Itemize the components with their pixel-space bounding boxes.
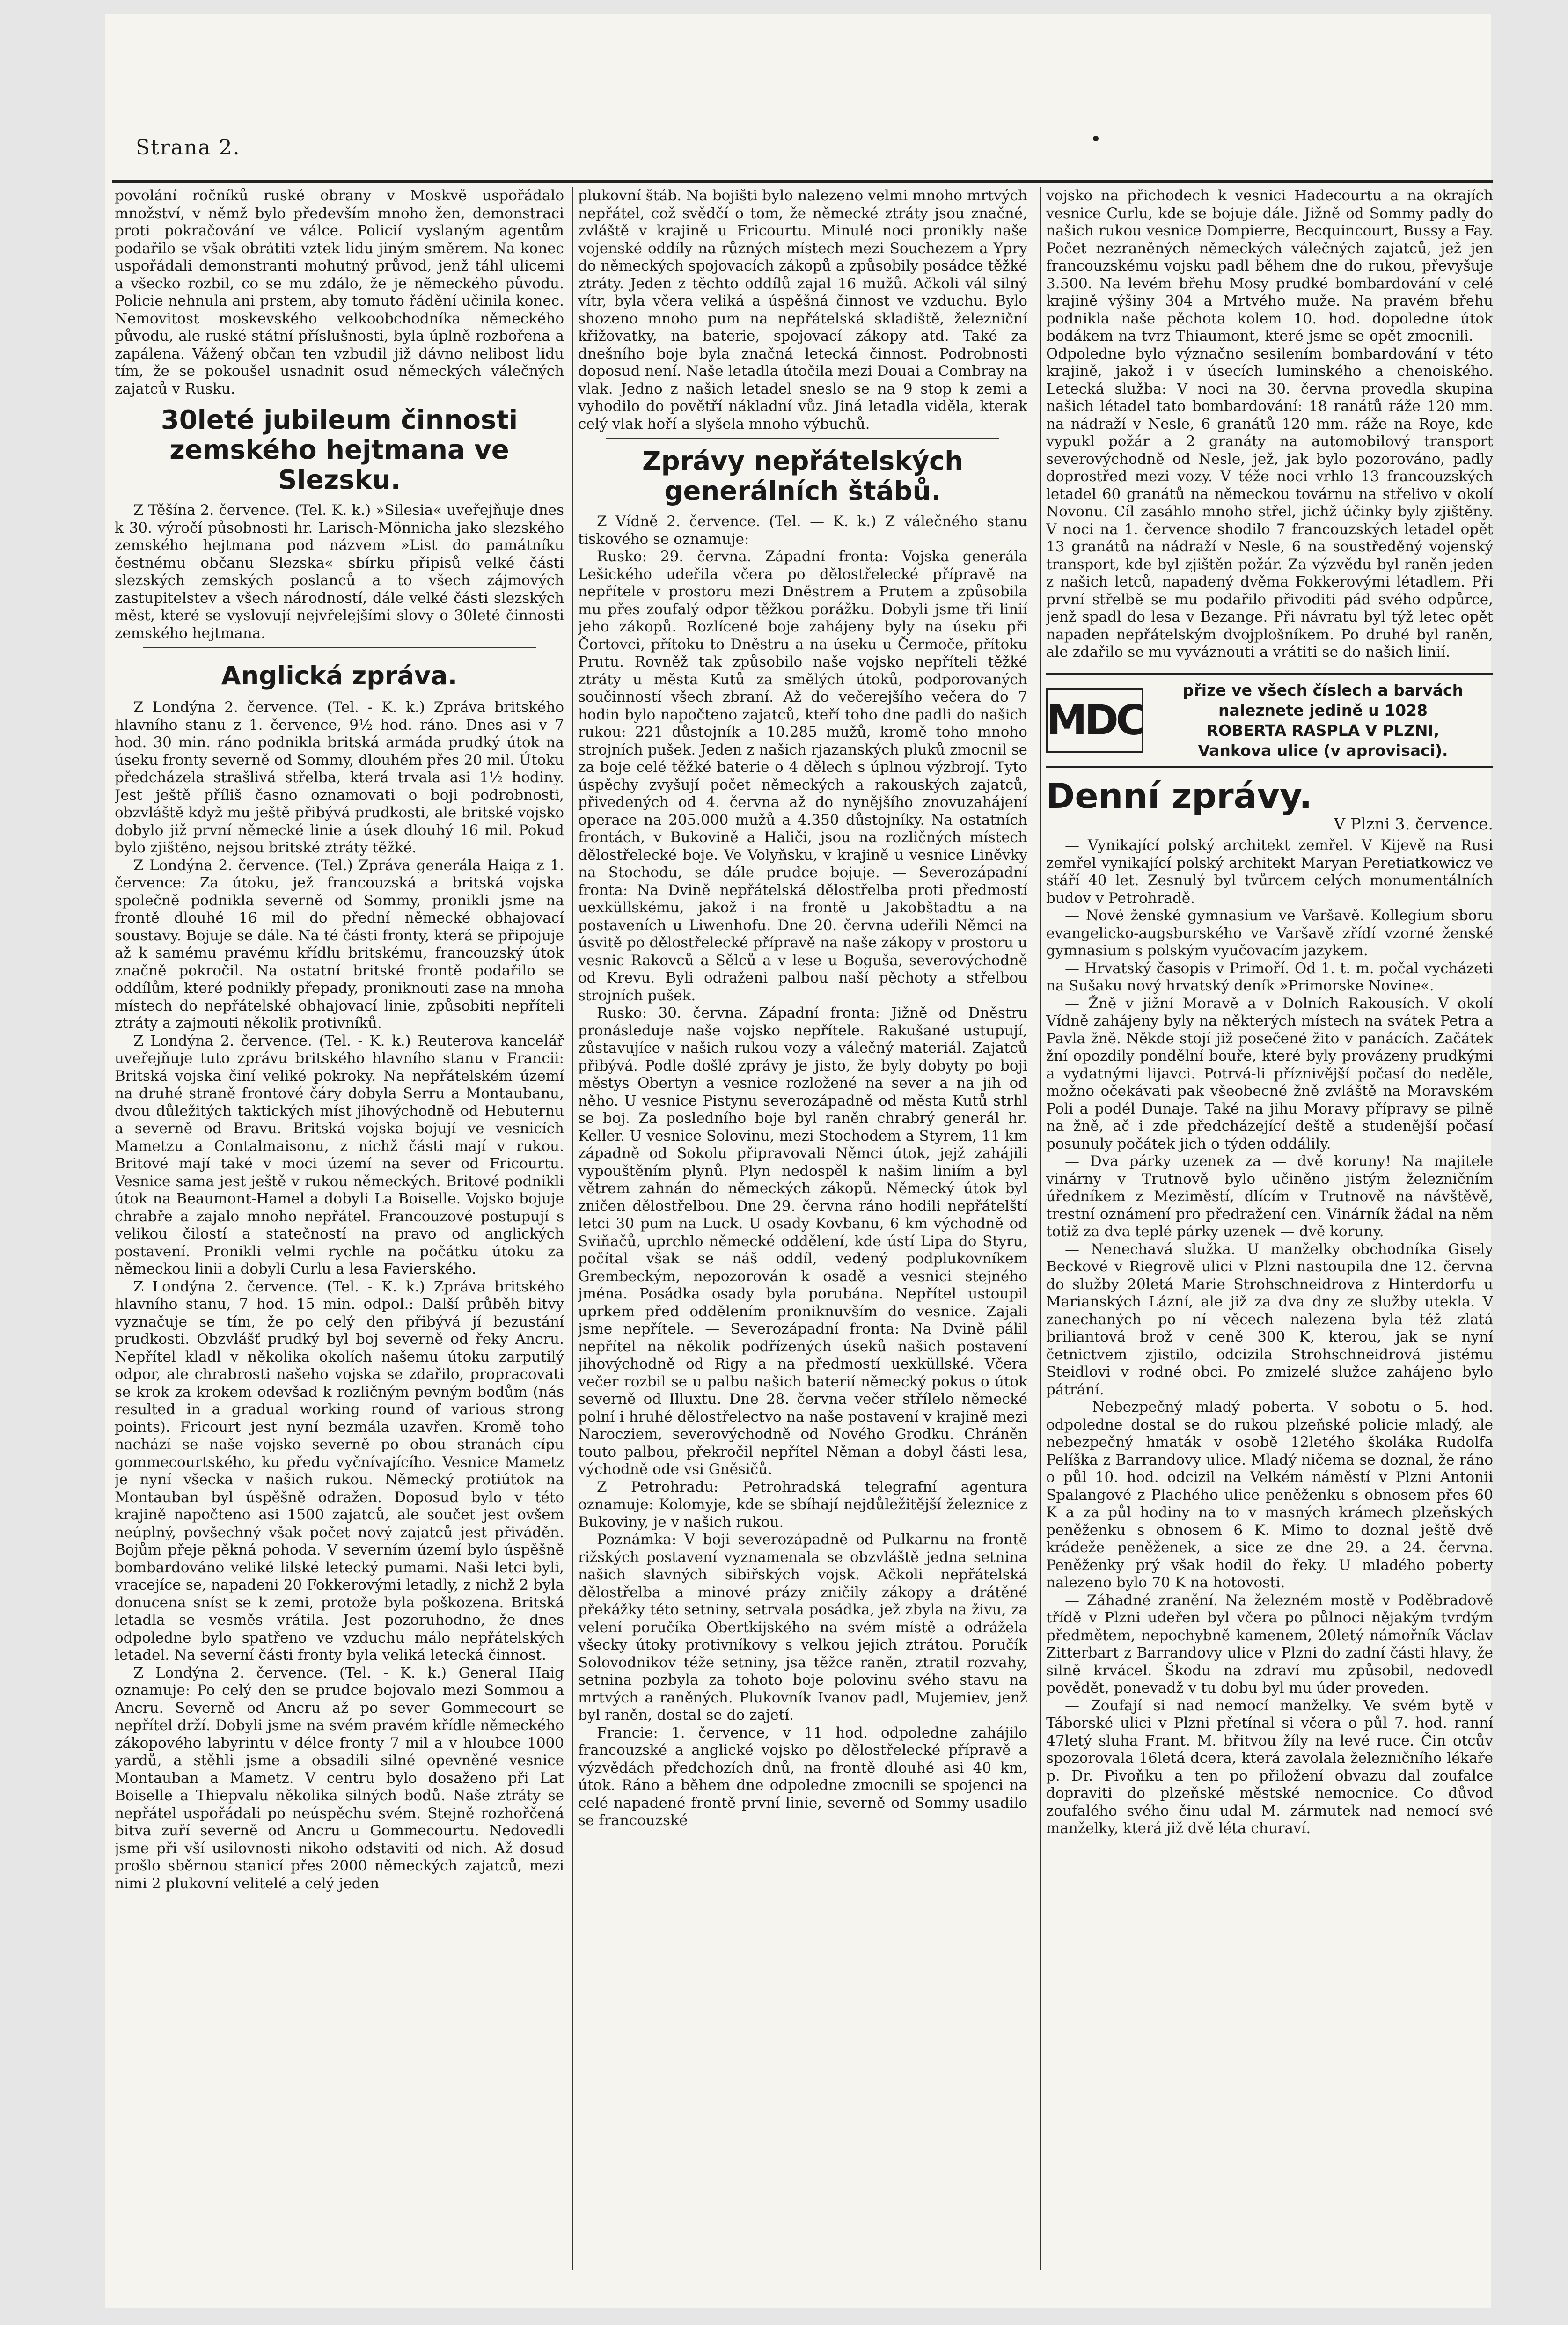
- header-rule: [112, 180, 1493, 183]
- article-text: povolání ročníků ruské obrany v Moskvě uspořádalo množství, v němž bylo především mnoho žen, demonstraci proti pokračování ve válce. Policií vyslaným agentům podařilo se však obrátiti vztek lidu jiným směrem. Na konec uspořádali demonstranti mohutný průvod, jenž táhl ulicemi a všecko rozbil, co se mu zdálo, že je německého původu. Policie nehnula ani prstem, aby tomuto řádění učinila konec. Nemovitost moskevského velkoobchodníka německého původu, ale ruské státní příslušnosti, byla úplně rozbořena a zapálena. Vážený občan ten vzbudil již dávno nelibost lidu tím, že se pokoušel usnadnit osud německých válečných zajatců v Rusku.: [115, 187, 564, 397]
- section-title-denni-zpravy: Denní zprávy.: [1046, 776, 1312, 816]
- headline-anglicka-zprava: Anglická zpráva.: [221, 661, 458, 690]
- article-divider: [606, 438, 999, 439]
- article-text: Francie: 1. července, v 11 hod. odpoledne zahájilo francouzské a anglické vojsko po dělostřelecké přípravě a výzvědách předchozích dnů, na frontě dlouhé asi 40 km, útok. Ráno a během dne odpoledne zmocnili se spojenci na celé napadené frontě první linie, severně od Sommy usadilo se francouzské: [578, 1724, 1027, 1829]
- article-text: Rusko: 29. června. Západní fronta: Vojska generála Lešického udeřila včera po dělostřelecké přípravě na nepřítele v prostoru mezi Dněstrem a Prutem a způsobila mu přes zoufalý odpor těžkou porážku. Dobyli jsme tři linií jeho zákopů. Rozlícené boje zahájeny byly na úseku při Čortovci, přítoku to Dněstru a na úseku u Čermoče, přítoku Prutu. Rovněž tak způsobilo naše vojsko nepříteli těžké ztráty u města Kutů za smělých útoků, podporovaných součinností všech zbraní. Až do večerejšího večera do 7 hodin bylo napočteno zajatců, kteří toho dne padli do našich rukou: 221 důstojník a 10.285 mužů, kromě toho mnoho strojních pušek. Jeden z našich rjazanských pluků zmocnil se za boje celé těžké baterie o 4 dělech s úplnou výzbrojí. Tyto úspěchy zvyšují počet německých a rakouských zajatců, přivedených od 4. června až do nynějšího znovuzahájení operace na 205.000 mužů a 4.350 důstojníky. Na ostatních frontách, v Bukovině a Haliči, jsou na rozličných místech dělostřelecké boje. Ve Volyňsku, v krajině u vesnice Liněvky na Stochodu, se dále prudce bojuje. — Severozápadní fronta: Na Dvině nepřátelská dělostřelba proti předmostí uexküllskému, jakož i na frontě u Jakobštadtu a na postaveních u Liwenhofu. Dne 20. června udeřili Němci na úsvitě po dělostřelecké přípravě na naše zákopy v prostoru u vesnic Rakovců a Sělců a v lese u Boguša, severovýchodně od Krevu. Byli odraženi palbou naší pěchoty a střelbou strojních pušek.: [578, 548, 1027, 1004]
- ad-line: přize ve všech číslech a barvách: [1182, 681, 1464, 699]
- article-text: Z Petrohradu: Petrohradská telegrafní agentura oznamuje: Kolomyje, kde se sbíhají nejdůležitější železnice z Bukoviny, je v našich rukou.: [578, 1478, 1027, 1531]
- article-text: Z Londýna 2. července. (Tel. - K. k.) General Haig oznamuje: Po celý den se prudce bojovalo mezi Sommou a Ancru. Severně od Ancru až po sever Gommecourt se nepřítel drží. Dobyli jsme na svém pravém křídle německého zákopového labyrintu v délce fronty 7 mil a v hloubce 1000 yardů, a stěhli jsme a obsadili silné opevněné vesnice Montauban a Mametz. V centru bylo dosaženo při Lat Boiselle a Thiepvalu několika silných bodů. Naše ztráty se nepřátel uspořádali po neúspěchu svém. Stejně rozhořčená bitva zuří severně od Ancru u Gommecourtu. Nedovedli jsme při vší usilovnosti nikoho odstaviti od nich. Až dosud prošlo sběrnou stanicí přes 2000 německých zajatců, mezi nimi 2 plukovní velitelé a celý jeden: [115, 1664, 564, 1892]
- news-item: — Nenechavá služka. U manželky obchodníka Gisely Beckové v Riegrově ulici v Plzni nastoupila dne 12. června do služby 20letá Marie Strohschneidrova z Hinterdorfu u Marianských Lázní, ale již za dva dny ze služby utekla. V zanechaných po ní věcech nalezena byla též zlatá briliantová brož v ceně 300 K, kterou, jak se nyní četnictvem zjistilo, odcizila Strohschneidrová jistému Steidlovi v rodné obci. Po zmizelé služce zahájeno bylo pátrání.: [1046, 1240, 1493, 1398]
- article-text: Z Londýna 2. července. (Tel.) Zpráva generála Haiga z 1. července: Za útoku, jež francouzská a britská vojska společně podnikla severně od Sommy, pronikli jsme na frontě dlouhé 16 mil do přední německé obhajovací soustavy. Bojuje se dále. Na té části fronty, která se připojuje až k samému pravému křídlu britskému, francouzský útok značně pokročil. Na ostatní britské frontě podařilo se oddílům, které podnikly přepady, proniknouti zase na mnoha místech do nepřátelské obhajovací linie, způsobiti nepříteli ztráty a zajmouti několik protivníků.: [115, 857, 564, 1032]
- article-text: Z Londýna 2. července. (Tel. - K. k.) Zpráva britského hlavního stanu z 1. července, 9½ hod. ráno. Dnes asi v 7 hod. 30 min. ráno podnikla britská armáda prudký útok na úseku fronty severně od Sommy, dlouhém přes 20 mil. Útoku předcházela strašlivá střelba, která trvala asi 1½ hodiny. Jest ještě příliš časno oznamovati o boji podrobnosti, obzvláště když mu ještě přibývá prudkosti, ale britské vojsko dobylo již první německé linie a úsek dlouhý 16 mil. Pokud bylo zjištěno, nejsou britské ztráty těžké.: [115, 699, 564, 856]
- article-text: Poznámka: V boji severozápadně od Pulkarnu na frontě rižských postavení vyznamenala se obzvláště jedna setnina našich slavných sibiřských vojsk. Ačkoli nepřátelská dělostřelba a minové prázy zničily zákopy a drátěné překážky této setniny, setrvala posádka, jež zbyla na živu, za velení poručíka Obertkijského na svém místě a odrážela všecky útoky protivníkovy s velkou jejich ztrátou. Poručík Solovodnikov téže setniny, jsa těžce raněn, ztratil rozvahy, setnina pozbyla za tohoto boje polovinu svého stavu na mrtvých a raněných. Plukovník Ivanov padl, Mujemiev, jenž byl raněn, dostal se do zajetí.: [578, 1531, 1027, 1724]
- ad-text: [1143, 680, 1493, 761]
- column-divider: [1040, 187, 1041, 2270]
- news-item: — Zoufají si nad nemocí manželky. Ve svém bytě v Táborské ulici v Plzni přetínal si včera o půl 7. hod. ranní 47letý sluha Frant. M. břitvou žíly na levé ruce. Čin otcův spozorovala 16letá dcera, která zavolala železničního lékaře p. Dr. Pivoňku a ten po přiložení obvazu dal zoufalce dopraviti do plzeňské městské nemocnice. Co důvod zoufalého svého činu udal M. zármutek nad nemocí své manželky, která již dvě léta churaví.: [1046, 1697, 1493, 1837]
- advertisement-raspl: [1046, 673, 1493, 768]
- article-text: vojsko na přichodech k vesnici Hadecourtu a na okrajích vesnice Curlu, kde se bojuje dále. Jižně od Sommy padly do našich rukou vesnice Dompierre, Becquincourt, Bussy a Fay. Počet nezraněných německých válečných zajatců, jež jen francouzskému vojsku padl během dne do rukou, převyšuje 3.500. Na levém břehu Mosy prudké bombardování v celé krajině výšiny 304 a Mrtvého muže. Na pravém břehu podnikla naše pěchota kolem 10. hod. dopoledne útok bodákem na tvrz Thiaumont, které jsme se opět zmocnili. — Odpoledne bylo význačno sesilením bombardování v této krajině, jakož i v úsecích luminského a chenoiského. Letecká služba: V noci na 30. června provedla skupina našich létadel tato bombardování: 18 ranátů ráže 120 mm. na nádraží v Nesle, 6 granátů 120 mm. ráže na Roye, kde vypukl požár a 2 granáty na automobilový transport severovýchodně od Nesle, jež, jak bylo pozorováno, padly doprostřed mezi vozy. V téže noci vrhlo 13 francouzských letadel 60 granátů na německou továrnu na střelivo v okolí Novonu. Cíl zasáhlo mnoho střel, jichž účinky byly zjištěny. V noci na 1. července shodilo 7 francouzských letadel opět 13 granátů na nádraží v Nesle, 6 na soustředěný vojenský transport, kde byl zjištěn požár. Za výzvědu byl raněn jeden z našich letců, napadený dvěma Fokkerovými létadlem. Při první střelbě se mu podařilo přivoditi pád svého odpůrce, jenž spadl do lesa v Bezange. Při návratu byl týž letec opět napaden nepřátelským dvojplošníkem. Po druhé byl raněn, ale zdařilo se mu vyváznouti a vrátiti se do našich linií.: [1046, 187, 1493, 660]
- dateline: V Plzni 3. července.: [1334, 814, 1493, 834]
- column-1: [115, 187, 564, 2275]
- column-3: [1046, 187, 1493, 2275]
- ad-line: Vankova ulice (v aprovisaci).: [1198, 741, 1448, 760]
- article-text: Rusko: 30. června. Západní fronta: Jižně od Dněstru pronásleduje naše vojsko nepřítele. Rakušané ustupují, zůstavujíce v našich rukou vozy a válečný materiál. Zajatců přibývá. Podle došlé zprávy je jisto, že byly dobyty po boji městys Obertyn a vesnice rozložené na sever a na jih od něho. U vesnice Pistynu severozápadně od města Kutů strhl se boj. Za posledního boje byl raněn chrabrý generál hr. Keller. U vesnice Solovinu, mezi Stochodem a Styrem, 11 km západně od Sokolu připravovali Němci útok, jejž zahájili vypouštěním plynů. Plyn nedospěl k našim liniím a byl větrem zahnán do německých zákopů. Německý útok byl zničen dělostřelbou. Dne 29. června ráno hodili nepřátelští letci 30 pum na Luck. U osady Kovbanu, 6 km východně od Sviňačů, uprchlo německé oddělení, kde ústí Lipa do Styru, počítal však se náš oddíl, vedený podplukovníkem Grembeckým, nepozorován k osadě a vesnici stejného jména. Posádka osady byla porubána. Nepřítel ustoupil uprkem před oddělením proniknuvším do vesnice. Zajali jsme nepřítele. — Severozápadní fronta: Na Dvině pálil nepřítel na několik podřízených úseků našich postavení jihovýchodně od Rigy a na předmostí uexküllské. Včera večer rozbil se u palbu našich baterií německý pokus o útok severně od Illuxtu. Dne 28. června večer střílelo německé polní i hruhé dělostřelectvo na naše postavení v krajině mezi Narocziem, severovýchodně od Nového Grodku. Chráněn touto palbou, překročil nepřítel Něman a dobyl části lesa, východně ode vsi Gněsičů.: [578, 1005, 1027, 1478]
- news-item: — Žně v jižní Moravě a v Dolních Rakousích. V okolí Vídně zahájeny byly na některých místech na svátek Petra a Pavla žně. Někde stojí již posečené žito v panácích. Začátek žní opozdily pondělní bouře, které byly provázeny prudkými a vydatnými lijavci. Potrvá-li příznivější počasí do neděle, možno očekávati pak všeobecné žně zvláště na Moravském Poli a podél Dunaje. Také na jihu Moravy přípravy se pilně na žně, ač i zde předcházející deště a studenější počasí posunuly počátek jich o týden oddálily.: [1046, 995, 1493, 1152]
- ad-line: naleznete jedině u 1028: [1218, 701, 1428, 719]
- article-text: Z Vídně 2. července. (Tel. — K. k.) Z válečného stanu tiskového se oznamuje:: [578, 513, 1027, 548]
- article-text: Z Londýna 2. července. (Tel. - K. k.) Zpráva britského hlavního stanu, 7 hod. 15 min. odpol.: Další průběh bitvy vyznačuje se tím, že po celý den přibývá jí bezustání prudkosti. Obzvlášť prudký byl boj severně od řeky Ancru. Nepřítel kladl v několika okolích našemu útoku zarputilý odpor, ale chrabrosti našeho vojska se zdařilo, propracovati se krok za krokem odevšad k rozličným pevným bodům (nás resulted in a gradual working round of various strong points). Fricourt jest nyní bezmála uzavřen. Kromě toho nachází se naše vojsko severně po obou stranách cípu gommecourtského, ku předu vyčnívajícího. Vesnice Mametz je nyní všecka v našich rukou. Německý protiútok na Montauban byl úspěšně odražen. Doposud bylo v této krajině napočteno asi 1500 zajatců, ale součet jest ovšem neúplný, povšechný však počet nový zajatců jest přiváděn. Bojům přeje pěkná pohoda. V severním území bylo úspěšně bombardováno veliké lilské letecký pumami. Naši letci byli, vracejíce se, napadeni 20 Fokkerovými letadly, z nichž 2 byla donucena sníst se k zemi, protože byla poškozena. Britská letadla se vesměs vrátila. Jest pozoruhodno, že dnes odpoledne bylo spatřeno ve vzduchu málo nepřátelských letadel. Na severní části fronty byla veliká letecká činnost.: [115, 1278, 564, 1664]
- page-number: Strana 2.: [136, 136, 241, 160]
- news-item: — Hrvatský časopis v Primoří. Od 1. t. m. počal vycházeti na Sušaku nový hrvatský deník »Primorske Novine«.: [1046, 960, 1493, 994]
- news-item: — Vynikající polský architekt zemřel. V Kijevě na Rusi zemřel vynikající polský architekt Maryan Peretiatkowicz ve stáří 40 let. Zesnulý byl tvůrcem celých monumentálních budov v Petrohradě.: [1046, 837, 1493, 907]
- headline-zpravy-stabu: Zprávy nepřátelských generálních štábů.: [642, 446, 964, 506]
- ad-logo: MDC: [1046, 688, 1143, 753]
- news-item: — Záhadné zranění. Na železném mostě v Poděbradově třídě v Plzni udeřen byl včera po půlnoci nějakým tvrdým předmětem, nepochybně kamenem, 20letý námořník Václav Zitterbart z Barrandovy ulice v Plzni do zadní části hlavy, že silně krvácel. Škodu na zdraví mu způsobil, nedovedl povědět, ponevadž v tu dobu byl mu úder proveden.: [1046, 1592, 1493, 1696]
- article-text: Z Londýna 2. července. (Tel. - K. k.) Reuterova kancelář uveřejňuje tuto zprávu britského hlavního stanu v Francii: Britská vojska činí veliké pokroky. Na nepřátelském území na druhé straně frontové čáry dobyla Serru a Montaubanu, dvou důležitých taktických míst jihovýchodně od Hebuternu a severně od Bravu. Britská vojska bojují ve vesnicích Mametzu a Contalmaisonu, z nichž části mají v rukou. Britové mají také v moci území na sever od Fricourtu. Vesnice sama jest ještě v rukou německých. Britové podnikli útok na Beaumont-Hamel a dobyli La Boiselle. Vojsko bojuje chrabře a zajalo mnoho nepřátel. Francouzové postupují s velikou čilostí a statečností na pravo od anglických postavení. Pronikli velmi rychle na počátku útoku za německou linii a dobyli Curlu a lesa Favierského.: [115, 1032, 564, 1277]
- column-2: [578, 187, 1027, 2275]
- column-divider: [572, 187, 573, 2270]
- news-item: — Nebezpečný mladý poberta. V sobotu o 5. hod. odpoledne dostal se do rukou plzeňské policie mladý, ale nebezpečný hmaták v osobě 12letého školáka Rudolfa Pelíška z Barrandovy ulice. Mladý ničema se doznal, že ráno o půl 10. hod. odcizil na Velkém náměstí v Plzni Antonii Spalangové z Plachého ulice peněženku s obnosem přes 60 K a za půl hodiny na to v masných krámech plzeňských peněženku s obnosem 6 K. Mimo to doznal ještě dvě krádeže peněženek, a sice ze dne 29. a 24. června. Peněženky prý však hodil do řeky. U mladého poberty nalezeno bylo 70 K na hotovosti.: [1046, 1399, 1493, 1591]
- article-text: Z Těšína 2. července. (Tel. K. k.) »Silesia« uveřejňuje dnes k 30. výročí působnosti hr. Larisch-Mönnicha jako slezského zemského hejtmana pod názvem »List do památníku čestnému občanu Slezska« sbírku připisů velké části slezských zemských poslanců a to všech zájmových zastupitelstev a všech národností, dále velké části slezských měst, které se vyslovují nejvřelejšími slovy o 30leté činnosti zemského hejtmana.: [115, 502, 564, 642]
- headline-jubileum: 30leté jubileum činnosti zemského hejtmana ve Slezsku.: [161, 405, 518, 495]
- print-speck: [1093, 136, 1099, 141]
- news-item: — Nové ženské gymnasium ve Varšavě. Kollegium sboru evangelicko-augsburského ve Varšavě zřídí vzorné ženské gymnasium s polským vyučovacím jazykem.: [1046, 907, 1493, 959]
- article-divider: [143, 647, 536, 648]
- news-item: — Dva párky uzenek za — dvě koruny! Na majitele vinárny v Trutnově bylo učiněno jistým železničním úředníkem z Meziměstí, dlícím v Trutnově na návštěvě, trestní oznámení pro předražení cen. Vinárník žádal na něm totiž za dva teplé párky uzenek — dvě koruny.: [1046, 1153, 1493, 1240]
- ad-line: ROBERTA RASPLA V PLZNI,: [1206, 721, 1440, 740]
- article-text: plukovní štáb. Na bojišti bylo nalezeno velmi mnoho mrtvých nepřátel, což svědčí o tom, že německé ztráty jsou značné, zvláště v krajině u Fricourtu. Minulé noci pronikly naše vojenské oddíly na různých místech mezi Souchezem a Ypry do německých spojovacích zákopů a způsobily posádce těžké ztráty. Jeden z těchto oddílů zajal 16 mužů. Ačkoli vál silný vítr, byla včera veliká a úspěšná činnost ve vzduchu. Bylo shozeno mnoho pum na nepřátelská skladiště, železniční křižovatky, na baterie, spojovací zákopy atd. Také za dnešního boje byla značná letecká činnost. Podrobnosti doposud není. Naše letadla útočila mezi Douai a Combray na vlak. Jedno z našich letadel sneslo se na 9 stop k zemi a vyhodilo do povětří nákladní vůz. Jiná letadla viděla, kterak celý vlak hoří a slyšela mnoho výbuchů.: [578, 187, 1027, 433]
